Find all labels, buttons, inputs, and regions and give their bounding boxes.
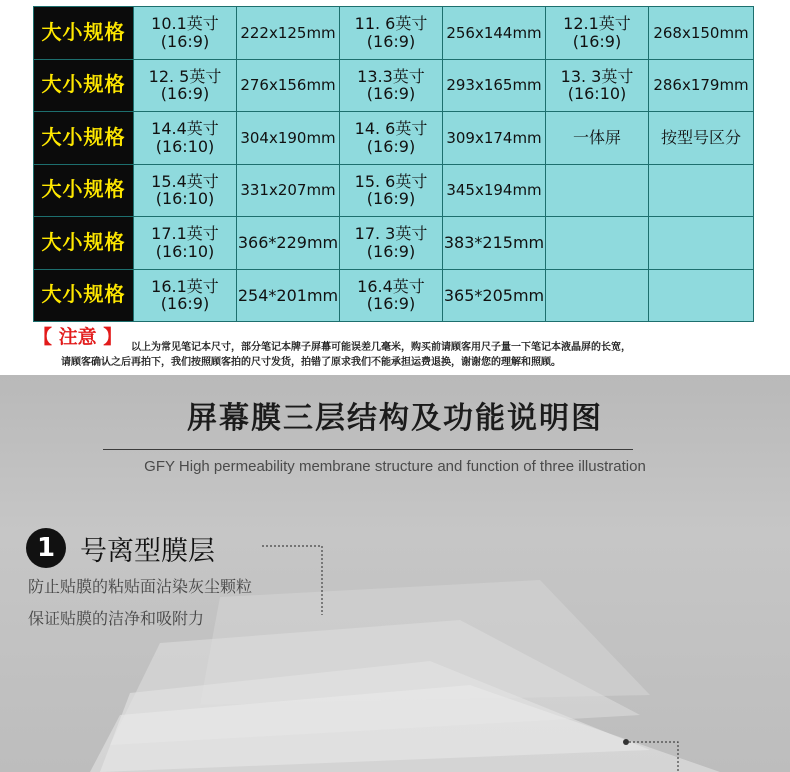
dimension-cell: 383*215mm: [443, 217, 546, 270]
size-label: 12. 5英寸: [148, 66, 222, 86]
table-row: [34, 112, 754, 165]
size-cell: [340, 269, 443, 322]
ratio-label: (16:9): [160, 294, 210, 314]
ratio-label: (16:9): [366, 84, 416, 104]
ratio-label: (16:9): [366, 241, 416, 261]
dimension-cell: 365*205mm: [443, 269, 546, 322]
table-row: [34, 59, 754, 112]
size-cell: [134, 7, 237, 60]
dimension-cell: 268x150mm: [649, 7, 754, 60]
size-label: 12.1英寸: [563, 14, 631, 34]
empty-cell: [546, 217, 649, 270]
size-cell: [340, 7, 443, 60]
ratio-label: (16:9): [366, 294, 416, 314]
ratio-label: (16:9): [160, 84, 210, 104]
notice-tag: 【 注意 】: [33, 326, 123, 348]
size-cell: [546, 59, 649, 112]
empty-cell: [649, 269, 754, 322]
size-cell: [340, 164, 443, 217]
table-row: [34, 269, 754, 322]
table-row: [34, 217, 754, 270]
dimension-cell: 304x190mm: [237, 112, 340, 165]
size-cell: [340, 217, 443, 270]
ratio-label: (16:9): [366, 31, 416, 51]
row-header: 大小规格: [34, 217, 134, 270]
structure-subtitle: GFY High permeability membrane structure and function of three illustration: [144, 458, 646, 475]
empty-cell: [649, 164, 754, 217]
size-cell: [134, 269, 237, 322]
size-label: 14.4英寸: [151, 119, 219, 139]
row-header: 大小规格: [34, 59, 134, 112]
size-label: 15. 6英寸: [354, 171, 428, 191]
empty-cell: [649, 217, 754, 270]
row-header: 大小规格: [34, 112, 134, 165]
size-cell: [134, 59, 237, 112]
size-label: 17. 3英寸: [354, 224, 428, 244]
table-row: [34, 164, 754, 217]
ratio-label: (16:9): [572, 31, 622, 51]
ratio-label: (16:10): [155, 136, 215, 156]
size-label: 17.1英寸: [151, 224, 219, 244]
dimension-cell: 276x156mm: [237, 59, 340, 112]
table-row: [34, 7, 754, 60]
dimension-cell: 256x144mm: [443, 7, 546, 60]
size-label: 14. 6英寸: [354, 119, 428, 139]
callout-dot-2: [623, 739, 629, 745]
dimension-cell: 按型号区分: [649, 112, 754, 165]
row-header: 大小规格: [34, 164, 134, 217]
size-label: 15.4英寸: [151, 171, 219, 191]
dimension-cell: 366*229mm: [237, 217, 340, 270]
title-divider: [103, 449, 633, 450]
dimension-cell: 309x174mm: [443, 112, 546, 165]
size-cell: [340, 112, 443, 165]
dimension-cell: 345x194mm: [443, 164, 546, 217]
size-label: 11. 6英寸: [354, 14, 428, 34]
size-cell: [134, 112, 237, 165]
structure-section: [0, 375, 790, 772]
dimension-cell: 222x125mm: [237, 7, 340, 60]
empty-cell: [546, 164, 649, 217]
size-cell: [546, 7, 649, 60]
notice-text-line1: 以上为常见笔记本尺寸，部分笔记本牌子屏幕可能误差几毫米，购买前请顾客用尺子量一下笔记本液晶屏的长宽，: [131, 342, 631, 353]
dimension-cell: 293x165mm: [443, 59, 546, 112]
row-header: 大小规格: [34, 269, 134, 322]
ratio-label: (16:10): [567, 84, 627, 104]
ratio-label: (16:9): [366, 189, 416, 209]
ratio-label: (16:10): [155, 189, 215, 209]
layer-title: 号离型膜层: [80, 536, 215, 567]
notice-text-line2: 请顾客确认之后再拍下，我们按照顾客拍的尺寸发货，拍错了原求我们不能承担运费退换，谢谢您的理解和照顾。: [61, 357, 561, 368]
layer-description-line1: 防止贴膜的粘贴面沾染灰尘颗粒: [28, 577, 253, 596]
structure-title: 屏幕膜三层结构及功能说明图: [187, 401, 603, 436]
size-label: 16.4英寸: [357, 276, 425, 296]
size-cell: [546, 112, 649, 165]
ratio-label: (16:10): [155, 241, 215, 261]
layer-number-badge: 1: [26, 528, 66, 568]
empty-cell: [546, 269, 649, 322]
size-label: 一体屏: [572, 128, 621, 148]
dimension-cell: 331x207mm: [237, 164, 340, 217]
size-cell: [340, 59, 443, 112]
layer-description-line2: 保证贴膜的洁净和吸附力: [28, 609, 205, 628]
ratio-label: (16:9): [366, 136, 416, 156]
dimension-cell: 286x179mm: [649, 59, 754, 112]
row-header: 大小规格: [34, 7, 134, 60]
size-cell: [134, 164, 237, 217]
size-label: 13.3英寸: [357, 66, 425, 86]
size-label: 16.1英寸: [151, 276, 219, 296]
ratio-label: (16:9): [160, 31, 210, 51]
dimension-cell: 254*201mm: [237, 269, 340, 322]
size-label: 10.1英寸: [151, 14, 219, 34]
size-label: 13. 3英寸: [560, 66, 634, 86]
size-cell: [134, 217, 237, 270]
size-table: [33, 6, 754, 322]
